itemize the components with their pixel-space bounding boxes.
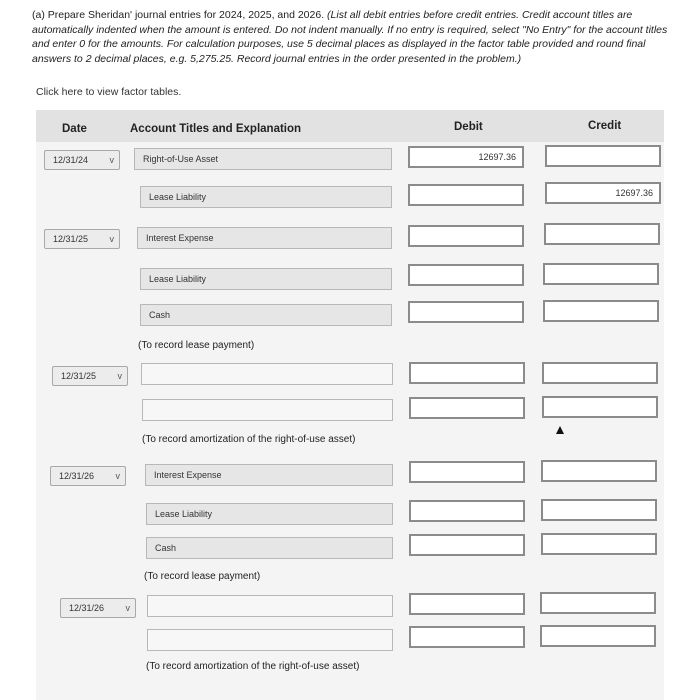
account-field-row-4[interactable]: Lease Liability bbox=[140, 268, 392, 290]
account-field-row-7[interactable] bbox=[142, 399, 393, 421]
instructions-italic: (List all debit entries before credit entries. Credit account titles are automatically indented when the amount is entered. Do not indent manually. If no entry is required, select "No Entry" for the account titles and enter 0 for the amounts. For calculation purposes, use 5 decimal places as displayed in the factor table provided and round final answers to 2 decimal places, e.g. 5,275.25. Record journal entries in the order presented in the problem.) bbox=[32, 9, 668, 65]
account-field-row-5[interactable]: Cash bbox=[140, 304, 392, 326]
credit-field-row-10[interactable] bbox=[541, 533, 657, 555]
chevron-down-icon: v bbox=[115, 471, 120, 481]
credit-field-row-9[interactable] bbox=[541, 499, 657, 521]
debit-field-row-12[interactable] bbox=[409, 626, 525, 648]
debit-field-row-1[interactable]: 12697.36 bbox=[408, 146, 524, 168]
date-select-row-1[interactable] bbox=[44, 150, 120, 170]
part-label: (a) Prepare Sheridan' journal entries for 2024, 2025, and 2026. bbox=[32, 9, 325, 21]
account-field-row-9[interactable]: Lease Liability bbox=[146, 503, 393, 525]
debit-field-row-2[interactable] bbox=[408, 184, 524, 206]
credit-field-row-2[interactable]: 12697.36 bbox=[545, 182, 661, 204]
credit-field-row-6[interactable] bbox=[542, 362, 658, 384]
account-field-row-2[interactable]: Lease Liability bbox=[140, 186, 392, 208]
account-field-row-10[interactable]: Cash bbox=[146, 537, 393, 559]
note-lease-payment-1: (To record lease payment) bbox=[138, 340, 255, 351]
chevron-down-icon: v bbox=[117, 371, 122, 381]
credit-field-row-7[interactable] bbox=[542, 396, 658, 418]
date-select-row-11[interactable] bbox=[60, 598, 136, 618]
credit-field-row-5[interactable] bbox=[543, 300, 659, 322]
note-amortization-1: (To record amortization of the right-of-use asset) bbox=[142, 434, 356, 445]
factor-tables-link[interactable]: Click here to view factor tables. bbox=[36, 86, 182, 98]
account-field-row-1[interactable]: Right-of-Use Asset bbox=[134, 148, 392, 170]
debit-field-row-5[interactable] bbox=[408, 301, 524, 323]
header-date: Date bbox=[62, 123, 87, 135]
chevron-down-icon: v bbox=[125, 603, 130, 613]
account-field-row-6[interactable] bbox=[141, 363, 393, 385]
date-select-row-6[interactable] bbox=[52, 366, 128, 386]
account-field-row-12[interactable] bbox=[147, 629, 393, 651]
date-select-value: 12/31/25 bbox=[53, 234, 89, 244]
date-select-row-3[interactable] bbox=[44, 229, 120, 249]
header-debit: Debit bbox=[454, 121, 483, 133]
credit-field-row-11[interactable] bbox=[540, 592, 656, 614]
credit-field-row-1[interactable] bbox=[545, 145, 661, 167]
credit-field-row-8[interactable] bbox=[541, 460, 657, 482]
debit-field-row-9[interactable] bbox=[409, 500, 525, 522]
date-select-value: 12/31/26 bbox=[69, 603, 105, 613]
debit-field-row-4[interactable] bbox=[408, 264, 524, 286]
date-select-row-8[interactable] bbox=[50, 466, 126, 486]
debit-field-row-10[interactable] bbox=[409, 534, 525, 556]
header-credit: Credit bbox=[588, 120, 622, 132]
header-account: Account Titles and Explanation bbox=[130, 123, 302, 135]
chevron-down-icon: v bbox=[109, 234, 114, 244]
credit-field-row-12[interactable] bbox=[540, 625, 656, 647]
debit-field-row-8[interactable] bbox=[409, 461, 525, 483]
account-field-row-3[interactable]: Interest Expense bbox=[137, 227, 392, 249]
account-field-row-11[interactable] bbox=[147, 595, 393, 617]
mouse-cursor-icon bbox=[556, 426, 564, 434]
note-amortization-2: (To record amortization of the right-of-use asset) bbox=[146, 661, 360, 672]
instructions bbox=[32, 8, 677, 66]
date-select-value: 12/31/25 bbox=[61, 371, 97, 381]
chevron-down-icon: v bbox=[109, 155, 114, 165]
credit-field-row-4[interactable] bbox=[543, 263, 659, 285]
note-lease-payment-2: (To record lease payment) bbox=[144, 571, 261, 582]
debit-field-row-3[interactable] bbox=[408, 225, 524, 247]
date-select-value: 12/31/26 bbox=[59, 471, 95, 481]
debit-field-row-11[interactable] bbox=[409, 593, 525, 615]
credit-field-row-3[interactable] bbox=[544, 223, 660, 245]
account-field-row-8[interactable]: Interest Expense bbox=[145, 464, 393, 486]
debit-field-row-6[interactable] bbox=[409, 362, 525, 384]
debit-field-row-7[interactable] bbox=[409, 397, 525, 419]
date-select-value: 12/31/24 bbox=[53, 155, 89, 165]
